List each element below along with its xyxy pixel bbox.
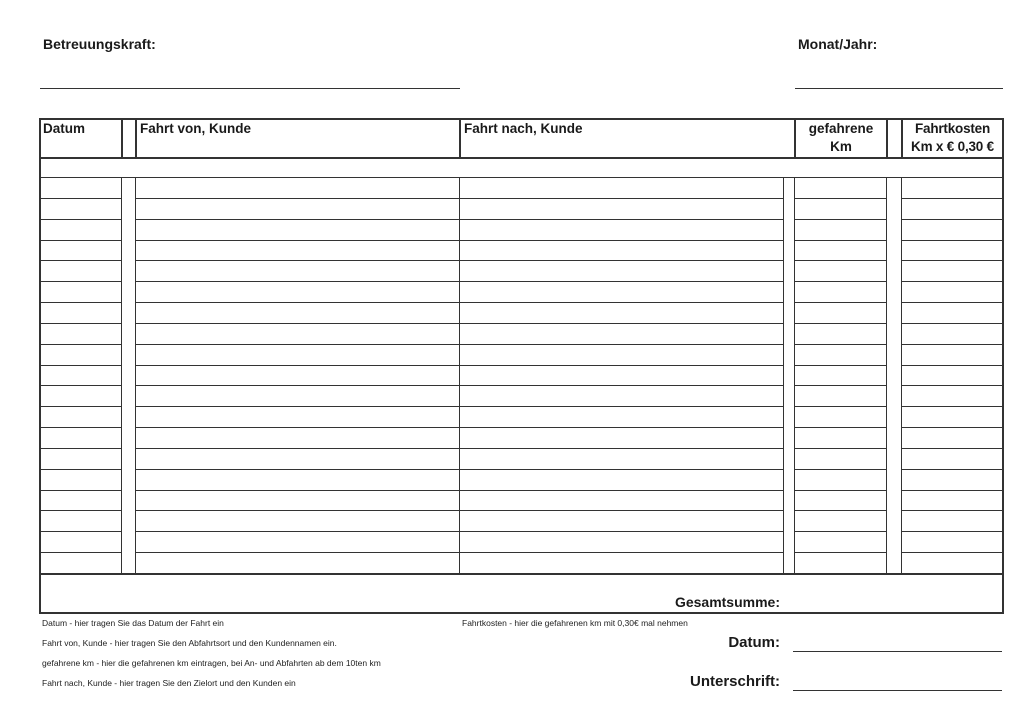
row-line	[902, 365, 1002, 366]
cell-km[interactable]	[796, 470, 886, 490]
cell-km[interactable]	[796, 366, 886, 386]
row-line	[795, 385, 886, 386]
row-line	[902, 406, 1002, 407]
cell-kosten[interactable]	[903, 324, 1002, 344]
cell-fahrt-nach[interactable]	[461, 178, 783, 198]
row-line	[902, 302, 1002, 303]
cell-fahrt-von[interactable]	[137, 303, 459, 323]
header-bottom-border	[39, 157, 1004, 159]
cell-datum[interactable]	[41, 220, 121, 240]
hdr-sep-5	[886, 118, 888, 158]
col-header-kosten-line2: Km x € 0,30 €	[911, 139, 994, 154]
cell-fahrt-nach[interactable]	[461, 470, 783, 490]
body-sep-5	[794, 177, 795, 573]
body-sep-2	[135, 177, 136, 573]
row-line	[795, 469, 886, 470]
cell-fahrt-von[interactable]	[137, 220, 459, 240]
col-header-kosten	[903, 120, 1002, 156]
cell-fahrt-von[interactable]	[137, 470, 459, 490]
cell-datum[interactable]	[41, 282, 121, 302]
row-line	[40, 198, 121, 199]
row-line	[795, 323, 886, 324]
row-line	[795, 198, 886, 199]
cell-fahrt-nach[interactable]	[461, 532, 783, 552]
cell-km[interactable]	[796, 178, 886, 198]
signature-underline	[793, 690, 1002, 691]
note-kosten: Fahrtkosten - hier die gefahrenen km mit 0,30€ mal nehmen	[462, 618, 688, 628]
date-label: Datum:	[728, 634, 780, 651]
hdr-sep-1	[121, 118, 123, 158]
cell-kosten[interactable]	[903, 470, 1002, 490]
row-line	[136, 198, 459, 199]
row-line	[40, 219, 121, 220]
cell-km[interactable]	[796, 386, 886, 406]
cell-kosten[interactable]	[903, 491, 1002, 511]
cell-datum[interactable]	[41, 491, 121, 511]
row-line	[136, 385, 459, 386]
cell-fahrt-nach[interactable]	[461, 324, 783, 344]
row-line	[136, 260, 459, 261]
row-line	[40, 510, 121, 511]
row-line	[460, 281, 783, 282]
cell-datum[interactable]	[41, 199, 121, 219]
row-line	[460, 490, 783, 491]
row-line	[40, 344, 121, 345]
row-line	[460, 323, 783, 324]
cell-fahrt-von[interactable]	[137, 491, 459, 511]
row-line	[902, 240, 1002, 241]
cell-kosten[interactable]	[903, 303, 1002, 323]
row-line	[40, 281, 121, 282]
row-line	[795, 302, 886, 303]
col-header-fahrt-von: Fahrt von, Kunde	[140, 121, 251, 136]
cell-fahrt-nach[interactable]	[461, 199, 783, 219]
cell-km[interactable]	[796, 220, 886, 240]
row-line	[902, 469, 1002, 470]
cell-datum[interactable]	[41, 428, 121, 448]
row-line	[40, 406, 121, 407]
row-line	[40, 323, 121, 324]
row-line	[40, 552, 121, 553]
cell-kosten[interactable]	[903, 345, 1002, 365]
cell-km[interactable]	[796, 449, 886, 469]
row-line	[40, 448, 121, 449]
row-line	[902, 323, 1002, 324]
cell-km[interactable]	[796, 428, 886, 448]
row-line	[136, 427, 459, 428]
row-line	[795, 240, 886, 241]
total-band-top	[39, 573, 1004, 575]
cell-fahrt-nach[interactable]	[461, 553, 783, 573]
cell-kosten[interactable]	[903, 428, 1002, 448]
cell-datum[interactable]	[41, 324, 121, 344]
caregiver-label: Betreuungskraft:	[43, 36, 156, 52]
cell-fahrt-von[interactable]	[137, 345, 459, 365]
row-line	[460, 469, 783, 470]
row-line	[40, 490, 121, 491]
cell-datum[interactable]	[41, 366, 121, 386]
cell-fahrt-nach[interactable]	[461, 220, 783, 240]
cell-kosten[interactable]	[903, 366, 1002, 386]
row-line	[795, 552, 886, 553]
row-line	[40, 240, 121, 241]
row-line	[902, 260, 1002, 261]
cell-fahrt-von[interactable]	[137, 532, 459, 552]
row-line	[40, 385, 121, 386]
row-line	[460, 240, 783, 241]
row-line	[902, 219, 1002, 220]
cell-fahrt-von[interactable]	[137, 428, 459, 448]
cell-datum[interactable]	[41, 303, 121, 323]
row-line	[40, 427, 121, 428]
cell-kosten[interactable]	[903, 511, 1002, 531]
row-line	[902, 448, 1002, 449]
cell-datum[interactable]	[41, 532, 121, 552]
month-year-label: Monat/Jahr:	[798, 36, 878, 52]
note-datum: Datum - hier tragen Sie das Datum der Fahrt ein	[42, 618, 224, 628]
row-line	[136, 302, 459, 303]
cell-datum[interactable]	[41, 553, 121, 573]
cell-kosten[interactable]	[903, 199, 1002, 219]
col-header-km-line1: gefahrene	[808, 121, 874, 136]
row-line	[460, 260, 783, 261]
cell-fahrt-nach[interactable]	[461, 366, 783, 386]
row-line	[460, 552, 783, 553]
cell-km[interactable]	[796, 407, 886, 427]
date-field[interactable]	[793, 636, 1002, 654]
cell-fahrt-von[interactable]	[137, 386, 459, 406]
signature-label: Unterschrift:	[689, 673, 780, 690]
col-header-km-line2: Km	[830, 139, 852, 154]
cell-datum[interactable]	[41, 261, 121, 281]
cell-kosten[interactable]	[903, 241, 1002, 261]
body-sep-1	[121, 177, 122, 573]
row-line	[460, 385, 783, 386]
row-line	[460, 510, 783, 511]
table-right-border	[1002, 118, 1004, 613]
note-fahrt-nach: Fahrt nach, Kunde - hier tragen Sie den Zielort und den Kunden ein	[42, 678, 296, 688]
row-line	[136, 448, 459, 449]
row-line	[795, 219, 886, 220]
cell-datum[interactable]	[41, 470, 121, 490]
cell-fahrt-nach[interactable]	[461, 282, 783, 302]
row-line	[902, 531, 1002, 532]
row-line	[795, 531, 886, 532]
cell-fahrt-von[interactable]	[137, 511, 459, 531]
cell-fahrt-nach[interactable]	[461, 303, 783, 323]
row-line	[40, 260, 121, 261]
row-line	[136, 219, 459, 220]
cell-kosten[interactable]	[903, 220, 1002, 240]
total-field[interactable]	[785, 588, 1000, 610]
total-label: Gesamtsumme:	[674, 594, 780, 610]
row-line	[136, 281, 459, 282]
signature-field[interactable]	[793, 675, 1002, 693]
row-line	[902, 385, 1002, 386]
cell-datum[interactable]	[41, 407, 121, 427]
row-line	[795, 344, 886, 345]
cell-fahrt-von[interactable]	[137, 199, 459, 219]
row-line	[460, 448, 783, 449]
row-line	[460, 198, 783, 199]
cell-km[interactable]	[796, 345, 886, 365]
row-line	[460, 531, 783, 532]
cell-fahrt-nach[interactable]	[461, 386, 783, 406]
cell-datum[interactable]	[41, 511, 121, 531]
cell-km[interactable]	[796, 324, 886, 344]
cell-kosten[interactable]	[903, 407, 1002, 427]
cell-km[interactable]	[796, 282, 886, 302]
cell-fahrt-nach[interactable]	[461, 407, 783, 427]
row-line	[136, 490, 459, 491]
cell-fahrt-von[interactable]	[137, 261, 459, 281]
date-underline	[793, 651, 1002, 652]
body-sep-3	[459, 177, 460, 573]
cell-km[interactable]	[796, 553, 886, 573]
row-line	[460, 406, 783, 407]
row-line	[795, 260, 886, 261]
row-line	[902, 490, 1002, 491]
cell-fahrt-von[interactable]	[137, 407, 459, 427]
cell-fahrt-von[interactable]	[137, 553, 459, 573]
row-line	[460, 344, 783, 345]
cell-fahrt-nach[interactable]	[461, 449, 783, 469]
cell-km[interactable]	[796, 303, 886, 323]
body-sep-7	[901, 177, 902, 573]
cell-fahrt-nach[interactable]	[461, 428, 783, 448]
cell-kosten[interactable]	[903, 386, 1002, 406]
row-line	[795, 281, 886, 282]
cell-datum[interactable]	[41, 449, 121, 469]
cell-fahrt-von[interactable]	[137, 449, 459, 469]
row-line	[460, 302, 783, 303]
row-line	[460, 427, 783, 428]
row-line	[40, 302, 121, 303]
body-sep-4	[783, 177, 784, 573]
row-line	[460, 219, 783, 220]
row-line	[902, 510, 1002, 511]
row-line	[902, 198, 1002, 199]
cell-km[interactable]	[796, 491, 886, 511]
row-line	[795, 490, 886, 491]
row-line	[40, 531, 121, 532]
cell-km[interactable]	[796, 261, 886, 281]
cell-fahrt-nach[interactable]	[461, 261, 783, 281]
cell-fahrt-von[interactable]	[137, 241, 459, 261]
cell-fahrt-von[interactable]	[137, 282, 459, 302]
row-line	[136, 406, 459, 407]
cell-datum[interactable]	[41, 178, 121, 198]
cell-kosten[interactable]	[903, 261, 1002, 281]
row-line	[795, 510, 886, 511]
row-line	[40, 365, 121, 366]
cell-fahrt-nach[interactable]	[461, 511, 783, 531]
cell-km[interactable]	[796, 532, 886, 552]
cell-km[interactable]	[796, 511, 886, 531]
cell-datum[interactable]	[41, 386, 121, 406]
row-line	[40, 469, 121, 470]
cell-fahrt-von[interactable]	[137, 324, 459, 344]
cell-km[interactable]	[796, 241, 886, 261]
row-line	[795, 365, 886, 366]
row-line	[902, 281, 1002, 282]
row-line	[136, 552, 459, 553]
col-header-km	[796, 120, 886, 156]
body-sep-6	[886, 177, 887, 573]
cell-kosten[interactable]	[903, 178, 1002, 198]
cell-datum[interactable]	[41, 345, 121, 365]
cell-kosten[interactable]	[903, 553, 1002, 573]
hdr-sep-3	[459, 118, 461, 158]
row-line	[460, 365, 783, 366]
cell-kosten[interactable]	[903, 282, 1002, 302]
cell-kosten[interactable]	[903, 532, 1002, 552]
row-line	[795, 406, 886, 407]
cell-fahrt-nach[interactable]	[461, 241, 783, 261]
note-fahrt-von: Fahrt von, Kunde - hier tragen Sie den Abfahrtsort und den Kundennamen ein.	[42, 638, 337, 648]
col-header-datum: Datum	[43, 121, 86, 136]
row-line	[902, 344, 1002, 345]
cell-fahrt-von[interactable]	[137, 366, 459, 386]
col-header-fahrt-nach: Fahrt nach, Kunde	[464, 121, 583, 136]
row-line	[136, 510, 459, 511]
note-km: gefahrene km - hier die gefahrenen km eintragen, bei An- und Abfahrten ab dem 10ten km	[42, 658, 381, 668]
cell-km[interactable]	[796, 199, 886, 219]
cell-kosten[interactable]	[903, 449, 1002, 469]
row-line	[136, 531, 459, 532]
row-line	[136, 469, 459, 470]
row-line	[902, 427, 1002, 428]
table-bottom-border	[39, 612, 1004, 614]
row-line	[136, 344, 459, 345]
row-line	[136, 240, 459, 241]
row-line	[136, 323, 459, 324]
cell-datum[interactable]	[41, 241, 121, 261]
col-header-kosten-line1: Fahrtkosten	[914, 121, 991, 136]
cell-fahrt-von[interactable]	[137, 178, 459, 198]
hdr-sep-2	[135, 118, 137, 158]
cell-fahrt-nach[interactable]	[461, 345, 783, 365]
cell-fahrt-nach[interactable]	[461, 491, 783, 511]
row-line	[795, 448, 886, 449]
row-line	[795, 427, 886, 428]
row-line	[136, 365, 459, 366]
row-line	[902, 552, 1002, 553]
